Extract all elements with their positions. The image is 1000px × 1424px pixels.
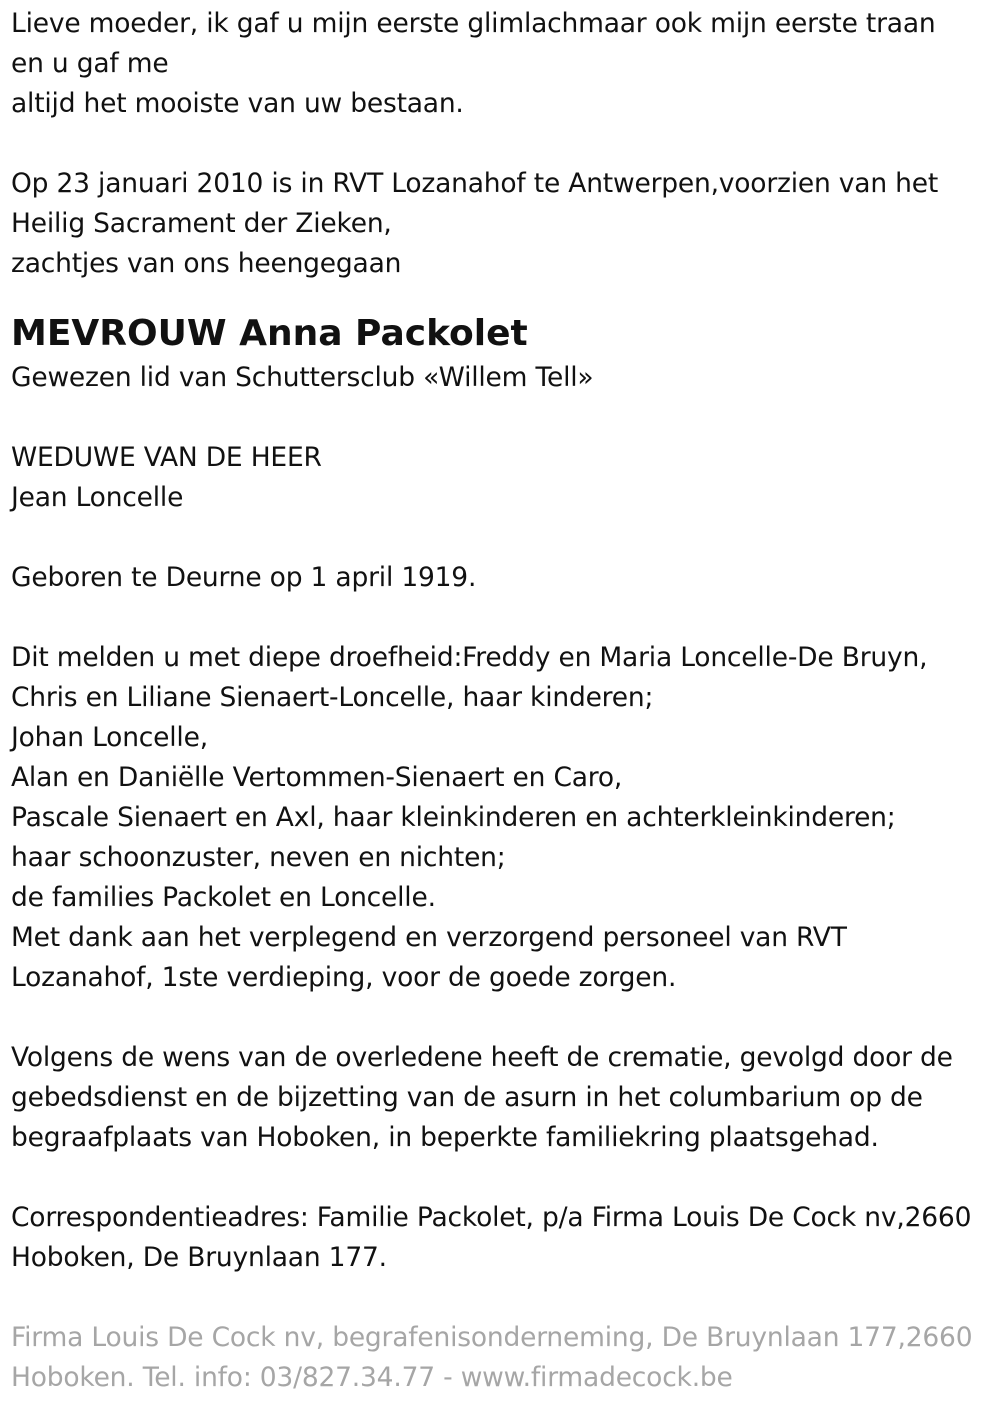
- family-line: Lozanahof, 1ste verdieping, voor de goede zorgen.: [11, 962, 677, 993]
- affiliation-block: [11, 358, 989, 398]
- announcement-line: Op 23 januari 2010 is in RVT Lozanahof te Antwerpen,voorzien van het: [11, 168, 939, 199]
- announcement-line: zachtjes van ons heengegaan: [11, 248, 402, 279]
- family-line: Met dank aan het verplegend en verzorgend personeel van RVT: [11, 922, 847, 953]
- ceremony-block: [11, 1038, 989, 1158]
- announcement-line: Heilig Sacrament der Zieken,: [11, 208, 392, 239]
- poem-line: en u gaf me: [11, 48, 169, 79]
- family-line: haar schoonzuster, neven en nichten;: [11, 842, 506, 873]
- family-line: Dit melden u met diepe droefheid:Freddy en Maria Loncelle-De Bruyn,: [11, 642, 928, 673]
- correspondence-line: Correspondentieadres: Familie Packolet, p/a Firma Louis De Cock nv,2660: [11, 1202, 972, 1233]
- spouse-name: Jean Loncelle: [11, 482, 184, 513]
- announcement: [11, 164, 989, 284]
- widow-block: [11, 438, 989, 518]
- funeral-home-footer: [11, 1318, 989, 1398]
- family-line: Pascale Sienaert en Axl, haar kleinkinderen en achterkleinkinderen;: [11, 802, 896, 833]
- ceremony-line: gebedsdienst en de bijzetting van de asurn in het columbarium op de: [11, 1082, 923, 1113]
- birth-block: [11, 558, 989, 598]
- footer-line: Firma Louis De Cock nv, begrafenisonderneming, De Bruynlaan 177,2660: [11, 1322, 973, 1353]
- ceremony-line: begraafplaats van Hoboken, in beperkte familiekring plaatsgehad.: [11, 1122, 879, 1153]
- ceremony-line: Volgens de wens van de overledene heeft de crematie, gevolgd door de: [11, 1042, 953, 1073]
- family-line: Chris en Liliane Sienaert-Loncelle, haar kinderen;: [11, 682, 654, 713]
- birth-info: Geboren te Deurne op 1 april 1919.: [11, 562, 477, 593]
- widow-label: WEDUWE VAN DE HEER: [11, 442, 322, 473]
- footer-line: Hoboken. Tel. info: 03/827.34.77 - www.firmadecock.be: [11, 1362, 733, 1393]
- family-block: [11, 638, 989, 998]
- poem-line: Lieve moeder, ik gaf u mijn eerste glimlachmaar ook mijn eerste traan: [11, 8, 936, 39]
- family-line: Johan Loncelle,: [11, 722, 208, 753]
- family-line: de families Packolet en Loncelle.: [11, 882, 436, 913]
- deceased-name: MEVROUW Anna Packolet: [11, 313, 528, 354]
- correspondence-line: Hoboken, De Bruynlaan 177.: [11, 1242, 387, 1273]
- poem-line: altijd het mooiste van uw bestaan.: [11, 88, 464, 119]
- family-line: Alan en Daniëlle Vertommen-Sienaert en Caro,: [11, 762, 623, 793]
- correspondence-block: [11, 1198, 989, 1278]
- poem: [11, 4, 989, 124]
- affiliation: Gewezen lid van Schuttersclub «Willem Tell»: [11, 362, 594, 393]
